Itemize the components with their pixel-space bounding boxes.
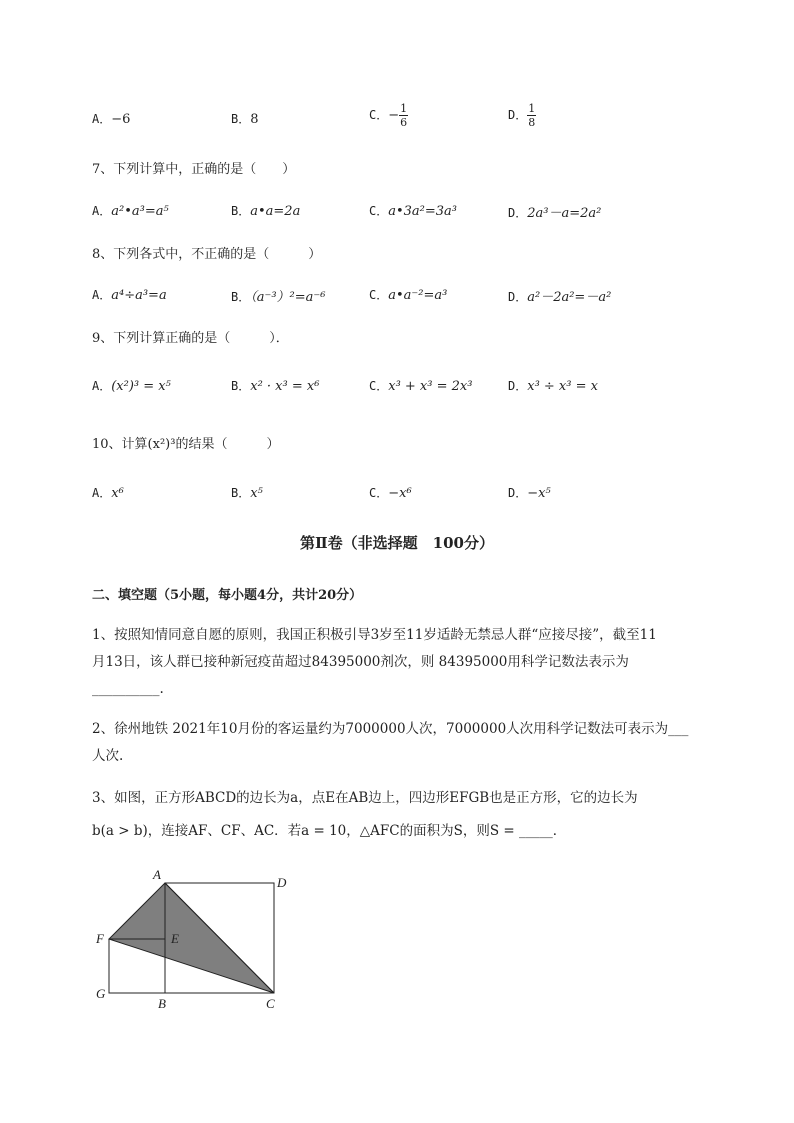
fraction-denominator: 8 (528, 116, 536, 129)
option-text: 2a³－a=2a² (527, 206, 602, 221)
q10-option-c (369, 484, 412, 501)
option-label: C． (369, 108, 389, 122)
label-G: G (96, 986, 106, 1001)
fraction-denominator: 6 (400, 116, 408, 129)
option-label: A． (92, 112, 112, 126)
q9-option-c (369, 377, 472, 394)
fill1-line3: __________. (92, 681, 164, 697)
option-text: x² · x³ = x⁶ (250, 379, 320, 394)
q9-option-a (92, 377, 171, 394)
option-label: A． (92, 204, 112, 218)
fill3-line2: b(a > b)，连接AF、CF、AC．若a = 10，△AFC的面积为S，则S = _____． (92, 823, 567, 839)
option-text: 8 (250, 112, 259, 127)
q8-option-a (92, 286, 167, 303)
q9-option-b (231, 377, 319, 394)
fill-question-2 (92, 716, 732, 770)
fraction (399, 102, 408, 129)
option-label: B． (231, 112, 251, 126)
option-text: a²•a³=a⁵ (111, 204, 169, 219)
fill-question-3 (92, 782, 732, 848)
label-D: D (277, 875, 287, 890)
option-label: B． (231, 204, 251, 218)
fraction-numerator: 1 (400, 102, 408, 115)
option-label: A． (92, 486, 112, 500)
q6-option-d (508, 102, 536, 129)
option-text: a•3a²=3a³ (388, 204, 458, 219)
q10-option-b (231, 484, 263, 501)
option-text: −x⁶ (388, 486, 412, 501)
option-text: a⁴÷a³=a (111, 288, 167, 303)
option-text: x³ + x³ = 2x³ (388, 379, 473, 394)
q7-option-a (92, 202, 169, 219)
option-text: −x⁵ (527, 486, 551, 501)
fraction (527, 102, 536, 129)
option-text: x³ ÷ x³ = x (527, 379, 598, 394)
option-text: x⁶ (111, 486, 124, 501)
shaded-triangle-afc (109, 883, 274, 993)
option-label: C． (369, 288, 389, 302)
label-E: E (171, 931, 179, 946)
q8-stem: 8、下列各式中，不正确的是（ ） (92, 247, 322, 262)
fill-question-1 (92, 622, 732, 703)
fill2-line2: 人次. (92, 748, 124, 764)
option-label: B． (231, 486, 251, 500)
fill2-line1: 2、徐州地铁 2021年10月份的客运量约为7000000人次，7000000人次用科学记数法可表示为___ (92, 721, 689, 737)
option-label: B． (231, 379, 251, 393)
label-A: A (153, 867, 161, 882)
label-F: F (96, 931, 104, 946)
option-text: a•a=2a (250, 204, 301, 219)
option-text: x⁵ (250, 486, 263, 501)
option-text: a²－2a²=－a² (527, 290, 612, 305)
option-label: C． (369, 204, 389, 218)
section-subtitle: 二、填空题（5小题，每小题4分，共计20分） (92, 588, 363, 603)
label-B: B (158, 996, 166, 1011)
section-title: 第Ⅱ卷（非选择题 100分） (300, 534, 494, 552)
option-text: （a⁻³）²=a⁻⁶ (250, 290, 326, 305)
option-text: a•a⁻²=a³ (388, 288, 448, 303)
q6-option-b (231, 110, 259, 127)
option-label: D． (508, 108, 528, 122)
option-label: D． (508, 486, 528, 500)
option-label: D． (508, 379, 528, 393)
fill1-line1: 1、按照知情同意自愿的原则，我国正积极引导3岁至11岁适龄无禁忌人群“应接尽接”，截至11 (92, 627, 657, 643)
option-text: −6 (111, 112, 131, 127)
q7-stem: 7、下列计算中，正确的是（ ） (92, 162, 296, 177)
q9-option-d (508, 377, 598, 394)
label-C: C (266, 996, 275, 1011)
option-label: A． (92, 379, 112, 393)
q6-option-a (92, 110, 130, 127)
q7-option-d (508, 202, 601, 221)
option-sign: − (388, 108, 400, 123)
option-label: C． (369, 486, 389, 500)
q6-option-c (369, 102, 408, 129)
fill1-line2: 月13日，该人群已接种新冠疫苗超过84395000剂次，则 84395000用科学记数法表示为 (92, 654, 629, 670)
fraction-numerator: 1 (528, 102, 536, 115)
option-label: B． (231, 290, 251, 304)
geometry-figure (90, 866, 310, 1016)
q9-stem: 9、下列计算正确的是（ ）． (92, 331, 289, 346)
q10-stem: 10、计算(x²)³的结果（ ） (92, 437, 280, 452)
q8-option-d (508, 286, 611, 305)
option-label: D． (508, 290, 528, 304)
q7-option-b (231, 202, 300, 219)
option-label: A． (92, 288, 112, 302)
option-label: D． (508, 206, 528, 220)
q7-option-c (369, 202, 457, 219)
q8-option-b (231, 286, 326, 305)
option-label: C． (369, 379, 389, 393)
q10-option-d (508, 484, 551, 501)
q10-option-a (92, 484, 124, 501)
q8-option-c (369, 286, 447, 303)
option-text: (x²)³ = x⁵ (111, 379, 171, 394)
fill3-line1: 3、如图，正方形ABCD的边长为a，点E在AB边上，四边形EFGB也是正方形，它的边长为 (92, 790, 638, 806)
